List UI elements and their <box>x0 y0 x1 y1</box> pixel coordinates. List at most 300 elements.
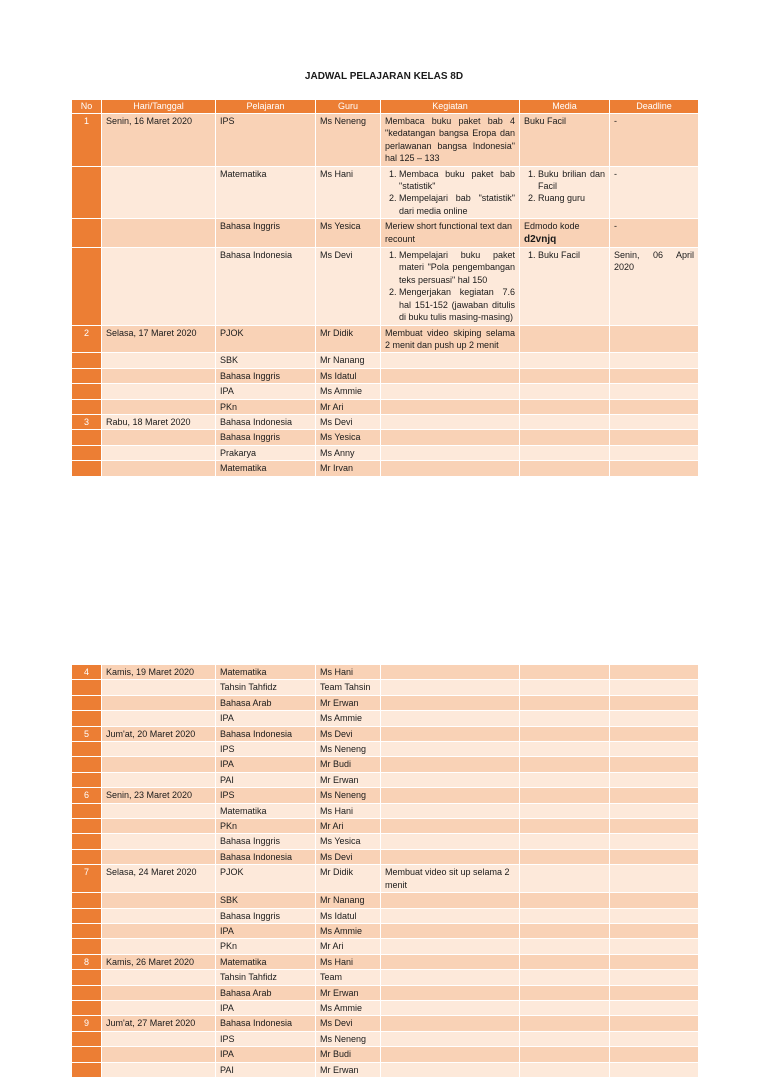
row-deadline <box>610 711 699 726</box>
row-guru: Mr Nanang <box>316 893 381 908</box>
row-pelajaran: Tahsin Tahfidz <box>216 680 316 695</box>
row-guru: Mr Erwan <box>316 985 381 1000</box>
header-pelajaran: Pelajaran <box>216 100 316 114</box>
row-pelajaran: SBK <box>216 893 316 908</box>
row-no <box>72 166 102 219</box>
row-deadline <box>610 893 699 908</box>
row-hari <box>102 742 216 757</box>
row-media <box>520 939 610 954</box>
row-media <box>520 834 610 849</box>
header-no: No <box>72 100 102 114</box>
row-hari <box>102 923 216 938</box>
row-deadline <box>610 803 699 818</box>
row-pelajaran: PJOK <box>216 325 316 353</box>
row-no <box>72 219 102 248</box>
table-row <box>72 834 699 849</box>
row-hari: Senin, 23 Maret 2020 <box>102 788 216 803</box>
row-pelajaran: Matematika <box>216 166 316 219</box>
table-row <box>72 1047 699 1062</box>
table-row <box>72 954 699 969</box>
row-pelajaran: PKn <box>216 939 316 954</box>
row-kegiatan <box>381 1047 520 1062</box>
row-media <box>520 985 610 1000</box>
row-media <box>520 368 610 383</box>
row-guru: Ms Neneng <box>316 742 381 757</box>
row-hari: Selasa, 17 Maret 2020 <box>102 325 216 353</box>
row-media <box>520 665 610 680</box>
row-kegiatan: Membaca buku paket bab 4 "kedatangan bangsa Eropa dan perlawanan bangsa Indonesia" hal 125 – 133 <box>381 114 520 167</box>
table-row <box>72 893 699 908</box>
row-no <box>72 445 102 460</box>
row-media <box>520 353 610 368</box>
row-media <box>520 414 610 429</box>
row-deadline <box>610 680 699 695</box>
row-deadline: - <box>610 219 699 248</box>
row-kegiatan <box>381 680 520 695</box>
table-row <box>72 970 699 985</box>
row-media <box>520 954 610 969</box>
media-item: 1. Buku Facil <box>538 249 605 261</box>
kegiatan-item: 2. Mengerjakan kegiatan 7.6 hal 151-152 (jawaban ditulis di buku tulis masing-masing) <box>399 286 515 323</box>
table-row <box>72 788 699 803</box>
row-kegiatan <box>381 726 520 741</box>
row-pelajaran: Matematika <box>216 954 316 969</box>
row-kegiatan <box>381 166 520 219</box>
row-hari: Jum'at, 27 Maret 2020 <box>102 1016 216 1031</box>
table-row <box>72 368 699 383</box>
row-pelajaran: Bahasa Arab <box>216 695 316 710</box>
table-row <box>72 985 699 1000</box>
row-kegiatan <box>381 399 520 414</box>
row-guru: Mr Ari <box>316 939 381 954</box>
table-row <box>72 430 699 445</box>
row-media <box>520 680 610 695</box>
row-pelajaran: IPS <box>216 114 316 167</box>
row-pelajaran: Matematika <box>216 461 316 476</box>
row-no <box>72 939 102 954</box>
row-deadline <box>610 970 699 985</box>
table-row <box>72 908 699 923</box>
row-guru: Ms Devi <box>316 414 381 429</box>
table-row <box>72 166 699 219</box>
row-deadline <box>610 865 699 893</box>
row-media <box>520 849 610 864</box>
row-media <box>520 923 610 938</box>
row-pelajaran: IPA <box>216 757 316 772</box>
row-kegiatan: Membuat video sit up selama 2 menit <box>381 865 520 893</box>
row-guru: Ms Devi <box>316 1016 381 1031</box>
row-no <box>72 695 102 710</box>
row-deadline: - <box>610 166 699 219</box>
row-deadline <box>610 726 699 741</box>
row-no <box>72 803 102 818</box>
row-guru: Ms Hani <box>316 166 381 219</box>
row-pelajaran: Bahasa Inggris <box>216 834 316 849</box>
row-media <box>520 695 610 710</box>
row-guru: Ms Ammie <box>316 1000 381 1015</box>
row-kegiatan <box>381 970 520 985</box>
row-pelajaran: Bahasa Inggris <box>216 368 316 383</box>
row-media <box>520 865 610 893</box>
row-hari <box>102 1000 216 1015</box>
row-pelajaran: PKn <box>216 399 316 414</box>
table-row <box>72 757 699 772</box>
row-deadline <box>610 939 699 954</box>
table-row <box>72 248 699 325</box>
row-deadline <box>610 325 699 353</box>
row-guru: Mr Didik <box>316 325 381 353</box>
row-no <box>72 368 102 383</box>
row-hari <box>102 1031 216 1046</box>
row-no: 4 <box>72 665 102 680</box>
row-deadline <box>610 908 699 923</box>
row-kegiatan <box>381 985 520 1000</box>
row-no: 1 <box>72 114 102 167</box>
row-no <box>72 384 102 399</box>
row-pelajaran: Prakarya <box>216 445 316 460</box>
edmodo-code: d2vnjq <box>524 233 557 245</box>
table-row <box>72 803 699 818</box>
row-media <box>520 1047 610 1062</box>
row-guru: Mr Erwan <box>316 695 381 710</box>
row-kegiatan <box>381 384 520 399</box>
row-guru: Mr Budi <box>316 1047 381 1062</box>
kegiatan-item: 1. Mempelajari buku paket materi "Pola pengembangan teks persuasi" hal 150 <box>399 249 515 286</box>
row-no <box>72 430 102 445</box>
row-kegiatan <box>381 788 520 803</box>
row-media <box>520 1031 610 1046</box>
row-hari <box>102 430 216 445</box>
table-row <box>72 1062 699 1077</box>
row-no <box>72 908 102 923</box>
row-no <box>72 923 102 938</box>
row-guru: Ms Ammie <box>316 384 381 399</box>
row-pelajaran: Matematika <box>216 665 316 680</box>
row-media <box>520 166 610 219</box>
row-hari <box>102 248 216 325</box>
row-media <box>520 399 610 414</box>
table-row <box>72 1031 699 1046</box>
row-no <box>72 772 102 787</box>
table-row <box>72 384 699 399</box>
row-guru: Ms Yesica <box>316 219 381 248</box>
row-deadline <box>610 1000 699 1015</box>
row-hari <box>102 368 216 383</box>
row-no <box>72 742 102 757</box>
row-hari <box>102 908 216 923</box>
row-no <box>72 711 102 726</box>
row-guru: Ms Idatul <box>316 908 381 923</box>
table-row <box>72 114 699 167</box>
header-hari: Hari/Tanggal <box>102 100 216 114</box>
row-media <box>520 788 610 803</box>
row-kegiatan <box>381 834 520 849</box>
table-row <box>72 325 699 353</box>
row-hari <box>102 166 216 219</box>
row-pelajaran: Matematika <box>216 803 316 818</box>
row-pelajaran: PAI <box>216 1062 316 1077</box>
row-guru: Ms Devi <box>316 726 381 741</box>
row-kegiatan <box>381 1031 520 1046</box>
row-kegiatan <box>381 368 520 383</box>
row-pelajaran: Bahasa Inggris <box>216 430 316 445</box>
row-deadline <box>610 742 699 757</box>
row-media <box>520 430 610 445</box>
row-media <box>520 726 610 741</box>
row-no <box>72 248 102 325</box>
row-media <box>520 803 610 818</box>
row-deadline <box>610 461 699 476</box>
row-pelajaran: Bahasa Indonesia <box>216 726 316 741</box>
row-hari <box>102 399 216 414</box>
row-no <box>72 757 102 772</box>
row-media <box>520 893 610 908</box>
row-media <box>520 219 610 248</box>
row-media <box>520 325 610 353</box>
row-hari <box>102 680 216 695</box>
row-guru: Team Tahsin <box>316 680 381 695</box>
row-kegiatan <box>381 954 520 969</box>
row-guru: Mr Erwan <box>316 1062 381 1077</box>
row-kegiatan <box>381 819 520 834</box>
row-deadline <box>610 430 699 445</box>
page-title: JADWAL PELAJARAN KELAS 8D <box>304 71 464 82</box>
table-row <box>72 353 699 368</box>
row-pelajaran: IPS <box>216 1031 316 1046</box>
row-kegiatan <box>381 1000 520 1015</box>
row-guru: Mr Nanang <box>316 353 381 368</box>
table-header-row <box>72 100 699 114</box>
row-kegiatan <box>381 695 520 710</box>
row-no: 2 <box>72 325 102 353</box>
media-item: 1. Buku brilian dan Facil <box>538 168 605 193</box>
table-row <box>72 445 699 460</box>
row-kegiatan: Membuat video skiping selama 2 menit dan push up 2 menit <box>381 325 520 353</box>
table-row <box>72 219 699 248</box>
row-kegiatan <box>381 803 520 818</box>
row-pelajaran: IPA <box>216 711 316 726</box>
row-no: 7 <box>72 865 102 893</box>
row-no <box>72 399 102 414</box>
row-no <box>72 849 102 864</box>
row-guru: Ms Neneng <box>316 788 381 803</box>
row-guru: Mr Ari <box>316 399 381 414</box>
row-kegiatan <box>381 353 520 368</box>
row-pelajaran: IPA <box>216 384 316 399</box>
row-kegiatan <box>381 939 520 954</box>
row-hari <box>102 893 216 908</box>
row-kegiatan <box>381 893 520 908</box>
table-row <box>72 399 699 414</box>
row-kegiatan <box>381 757 520 772</box>
row-pelajaran: PAI <box>216 772 316 787</box>
row-kegiatan <box>381 665 520 680</box>
row-deadline <box>610 1031 699 1046</box>
table-row <box>72 461 699 476</box>
row-pelajaran: Bahasa Indonesia <box>216 414 316 429</box>
row-hari <box>102 834 216 849</box>
row-hari <box>102 803 216 818</box>
row-guru: Ms Anny <box>316 445 381 460</box>
row-media <box>520 461 610 476</box>
row-hari <box>102 219 216 248</box>
row-no <box>72 819 102 834</box>
row-deadline <box>610 819 699 834</box>
row-kegiatan <box>381 414 520 429</box>
table-row <box>72 1000 699 1015</box>
row-deadline <box>610 695 699 710</box>
row-kegiatan <box>381 445 520 460</box>
row-guru: Ms Neneng <box>316 1031 381 1046</box>
row-hari <box>102 757 216 772</box>
row-pelajaran: Bahasa Indonesia <box>216 248 316 325</box>
row-no <box>72 1031 102 1046</box>
row-kegiatan <box>381 711 520 726</box>
row-deadline <box>610 772 699 787</box>
row-pelajaran: Bahasa Inggris <box>216 908 316 923</box>
table-row <box>72 819 699 834</box>
row-guru: Mr Erwan <box>316 772 381 787</box>
row-guru: Mr Budi <box>316 757 381 772</box>
row-pelajaran: Bahasa Inggris <box>216 219 316 248</box>
row-media: Buku Facil <box>520 114 610 167</box>
row-media <box>520 742 610 757</box>
row-kegiatan: Meriew short functional text dan recount <box>381 219 520 248</box>
row-kegiatan <box>381 849 520 864</box>
row-kegiatan <box>381 923 520 938</box>
row-hari: Jum'at, 20 Maret 2020 <box>102 726 216 741</box>
table-row <box>72 711 699 726</box>
table-row <box>72 865 699 893</box>
row-pelajaran: IPS <box>216 742 316 757</box>
table-row <box>72 849 699 864</box>
row-guru: Ms Yesica <box>316 430 381 445</box>
row-deadline <box>610 399 699 414</box>
row-hari <box>102 1047 216 1062</box>
schedule-table-page-1 <box>71 99 699 477</box>
row-hari <box>102 384 216 399</box>
row-no <box>72 834 102 849</box>
row-pelajaran: PKn <box>216 819 316 834</box>
header-deadline: Deadline <box>610 100 699 114</box>
table-row <box>72 680 699 695</box>
row-hari <box>102 353 216 368</box>
row-pelajaran: PJOK <box>216 865 316 893</box>
row-pelajaran: IPA <box>216 923 316 938</box>
row-no <box>72 461 102 476</box>
row-guru: Team <box>316 970 381 985</box>
media-label: Edmodo kode <box>524 221 580 232</box>
row-kegiatan <box>381 908 520 923</box>
row-kegiatan <box>381 742 520 757</box>
row-no: 9 <box>72 1016 102 1031</box>
row-deadline <box>610 923 699 938</box>
row-pelajaran: Bahasa Indonesia <box>216 849 316 864</box>
row-media <box>520 819 610 834</box>
row-deadline <box>610 985 699 1000</box>
row-pelajaran: Bahasa Arab <box>216 985 316 1000</box>
row-hari <box>102 695 216 710</box>
row-pelajaran: SBK <box>216 353 316 368</box>
kegiatan-item: 2. Mempelajari bab "statistik" dari media online <box>399 192 515 217</box>
row-no: 6 <box>72 788 102 803</box>
row-no: 3 <box>72 414 102 429</box>
row-guru: Mr Irvan <box>316 461 381 476</box>
row-deadline <box>610 1062 699 1077</box>
row-media <box>520 908 610 923</box>
row-pelajaran: Bahasa Indonesia <box>216 1016 316 1031</box>
row-no <box>72 1000 102 1015</box>
row-hari: Rabu, 18 Maret 2020 <box>102 414 216 429</box>
row-hari: Kamis, 19 Maret 2020 <box>102 665 216 680</box>
header-guru: Guru <box>316 100 381 114</box>
row-no <box>72 353 102 368</box>
row-deadline <box>610 849 699 864</box>
row-guru: Ms Hani <box>316 954 381 969</box>
row-guru: Ms Devi <box>316 849 381 864</box>
row-guru: Ms Devi <box>316 248 381 325</box>
table-row <box>72 939 699 954</box>
row-deadline <box>610 368 699 383</box>
row-hari <box>102 939 216 954</box>
table-row <box>72 772 699 787</box>
header-media: Media <box>520 100 610 114</box>
row-kegiatan <box>381 1062 520 1077</box>
row-deadline: Senin, 06 April 2020 <box>610 248 699 325</box>
row-no <box>72 680 102 695</box>
row-media <box>520 248 610 325</box>
table-row <box>72 923 699 938</box>
table-row <box>72 726 699 741</box>
row-guru: Ms Ammie <box>316 711 381 726</box>
row-no <box>72 985 102 1000</box>
row-deadline <box>610 445 699 460</box>
row-guru: Ms Hani <box>316 803 381 818</box>
row-media <box>520 711 610 726</box>
row-hari <box>102 1062 216 1077</box>
row-hari: Senin, 16 Maret 2020 <box>102 114 216 167</box>
row-deadline <box>610 414 699 429</box>
table-row <box>72 665 699 680</box>
row-pelajaran: IPA <box>216 1000 316 1015</box>
schedule-table-page-2 <box>71 664 699 1078</box>
row-no: 5 <box>72 726 102 741</box>
table-row <box>72 414 699 429</box>
row-media <box>520 970 610 985</box>
row-hari <box>102 985 216 1000</box>
media-item: 2. Ruang guru <box>538 192 605 204</box>
header-kegiatan: Kegiatan <box>381 100 520 114</box>
row-kegiatan <box>381 461 520 476</box>
row-guru: Ms Idatul <box>316 368 381 383</box>
row-media <box>520 445 610 460</box>
row-deadline <box>610 788 699 803</box>
row-hari <box>102 711 216 726</box>
row-guru: Mr Ari <box>316 819 381 834</box>
row-kegiatan <box>381 430 520 445</box>
row-no: 8 <box>72 954 102 969</box>
row-deadline: - <box>610 114 699 167</box>
row-hari: Kamis, 26 Maret 2020 <box>102 954 216 969</box>
row-media <box>520 384 610 399</box>
row-no <box>72 1047 102 1062</box>
row-guru: Ms Yesica <box>316 834 381 849</box>
table-row <box>72 695 699 710</box>
row-deadline <box>610 384 699 399</box>
row-media <box>520 757 610 772</box>
row-hari: Selasa, 24 Maret 2020 <box>102 865 216 893</box>
row-hari <box>102 819 216 834</box>
